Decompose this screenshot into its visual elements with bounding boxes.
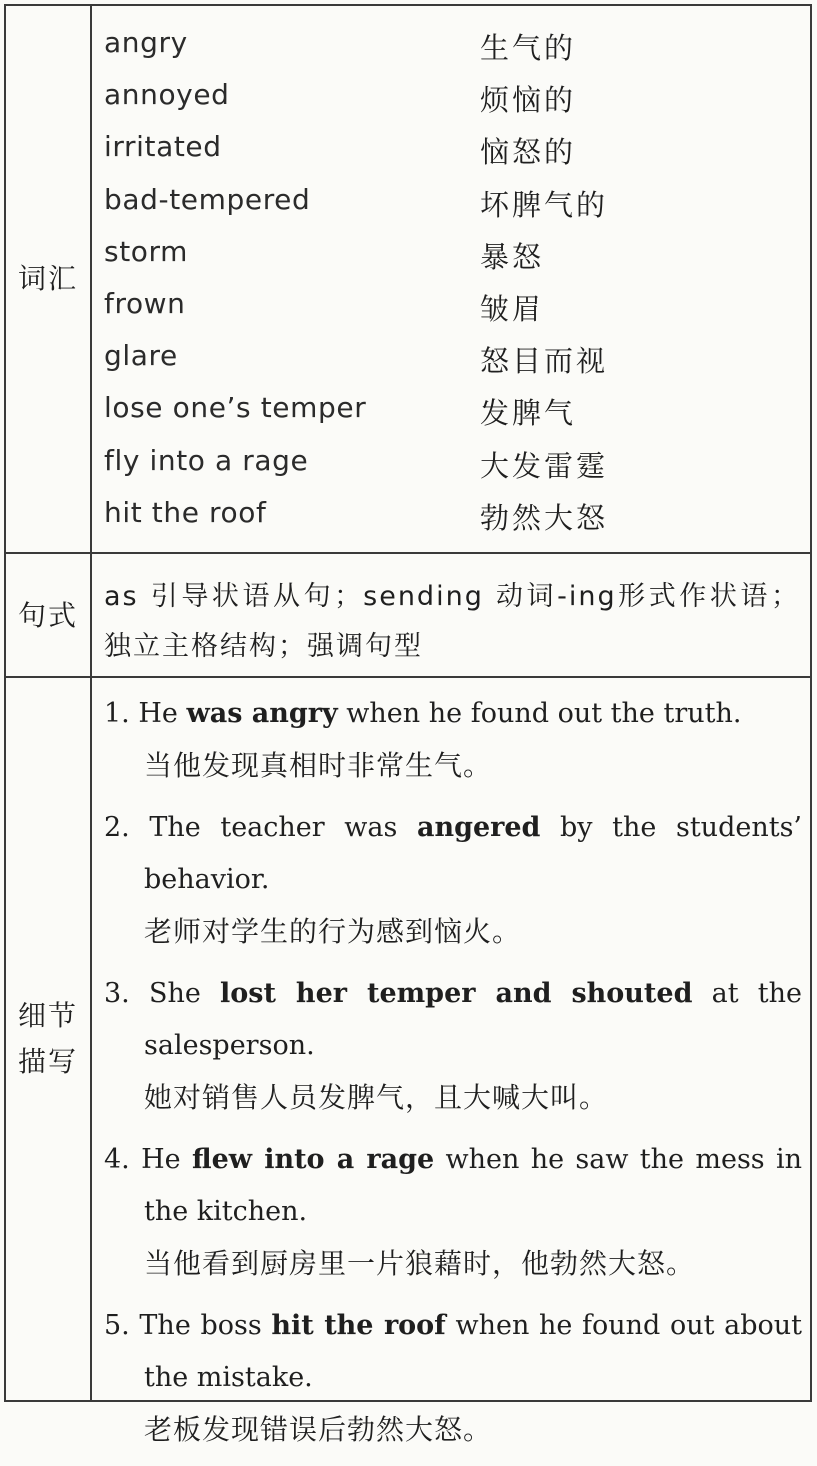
vocab-english: storm [104,234,188,268]
example-chinese: 她对销售人员发脾气，且大喊大叫。 [144,1081,609,1114]
vocab-english: annoyed [104,78,230,112]
example-num-text: 4. [104,1144,142,1175]
vocab-item [104,235,810,287]
example-post-text: when he saw the mess in the kitchen. [144,1144,803,1227]
vocab-english: irritated [104,130,222,164]
example-chinese: 当他看到厨房里一片狼藉时，他勃然大怒。 [144,1247,696,1280]
vocab-item [104,339,810,391]
example-bold-text: flew into a rage [191,1144,435,1175]
vocab-chinese: 烦恼的 [480,83,577,118]
vocab-english: lose one’s temper [104,391,367,425]
vocab-english: bad-tempered [104,182,311,216]
vocab-item [104,496,810,548]
pattern-label: 句式 [6,554,92,678]
vocab-item [104,26,810,78]
example-pre-text: The boss [139,1310,272,1341]
vocab-chinese: 生气的 [480,31,577,65]
example-post-text: when he found out about the mistake. [144,1310,803,1393]
vocab-english: glare [104,339,178,373]
detail-row [6,676,810,1446]
pattern-text: as 引导状语从句；sending 动词-ing形式作状语；独立主格结构；强调句型 [104,581,800,662]
vocab-item [104,287,810,339]
vocab-chinese: 坏脾气的 [480,187,609,222]
vocab-chinese: 发脾气 [480,396,577,431]
vocab-chinese: 大发雷霆 [480,448,609,483]
example-bold-text: lost her temper and shouted [220,978,693,1009]
example-english [104,802,802,906]
example-item [104,688,802,792]
vocab-chinese: 暴怒 [480,239,545,274]
vocab-english: frown [104,286,186,320]
example-item [104,802,802,958]
detail-label [6,678,92,1400]
vocab-item [104,444,810,496]
vocab-item [104,183,810,235]
vocab-row [6,6,810,552]
example-num-text: 2. [104,812,150,843]
example-english [104,688,802,740]
example-item [104,1134,802,1290]
vocab-chinese: 恼怒的 [480,135,577,170]
example-bold-text: hit the roof [271,1310,446,1341]
example-pre-text: She [148,978,220,1009]
vocab-content [92,6,810,552]
detail-content [92,678,810,1446]
example-post-text: when he found out the truth. [337,698,742,729]
example-num-text: 1. [104,698,139,729]
vocab-label: 词汇 [6,6,92,552]
vocabulary-table [4,4,812,1446]
example-pre-text: He [141,1144,192,1175]
example-item [104,968,802,1124]
vocab-chinese: 怒目而视 [480,344,609,379]
vocab-list [104,26,810,548]
example-chinese: 老板发现错误后勃然大怒。 [144,1413,493,1446]
vocab-item [104,391,810,443]
example-num-text: 5. [104,1310,140,1341]
vocab-english: fly into a rage [104,443,309,477]
vocab-english: angry [104,26,188,59]
example-english [104,1134,802,1238]
vocab-item [104,78,810,130]
detail-label-line2: 描写 [17,1045,78,1078]
vocab-chinese: 皱眉 [480,291,545,326]
example-item [104,1300,802,1456]
example-english [104,968,802,1072]
example-english [104,1300,802,1404]
vocab-english: hit the roof [104,495,267,529]
example-chinese: 老师对学生的行为感到恼火。 [144,915,522,948]
example-pre-text: The teacher was [149,812,417,843]
vocab-item [104,130,810,182]
example-chinese: 当他发现真相时非常生气。 [144,749,493,782]
example-list [104,688,802,1466]
example-bold-text: angered [416,812,541,843]
example-pre-text: He [138,698,187,729]
detail-label-line1: 细节 [17,999,78,1032]
example-post-text: at the salesperson. [144,978,802,1061]
example-post-text: by the students’ behavior. [144,812,803,895]
pattern-row [6,552,810,678]
vocab-chinese: 勃然大怒 [480,500,609,535]
example-bold-text: was angry [186,698,338,729]
example-num-text: 3. [104,978,149,1009]
pattern-content [92,554,810,678]
